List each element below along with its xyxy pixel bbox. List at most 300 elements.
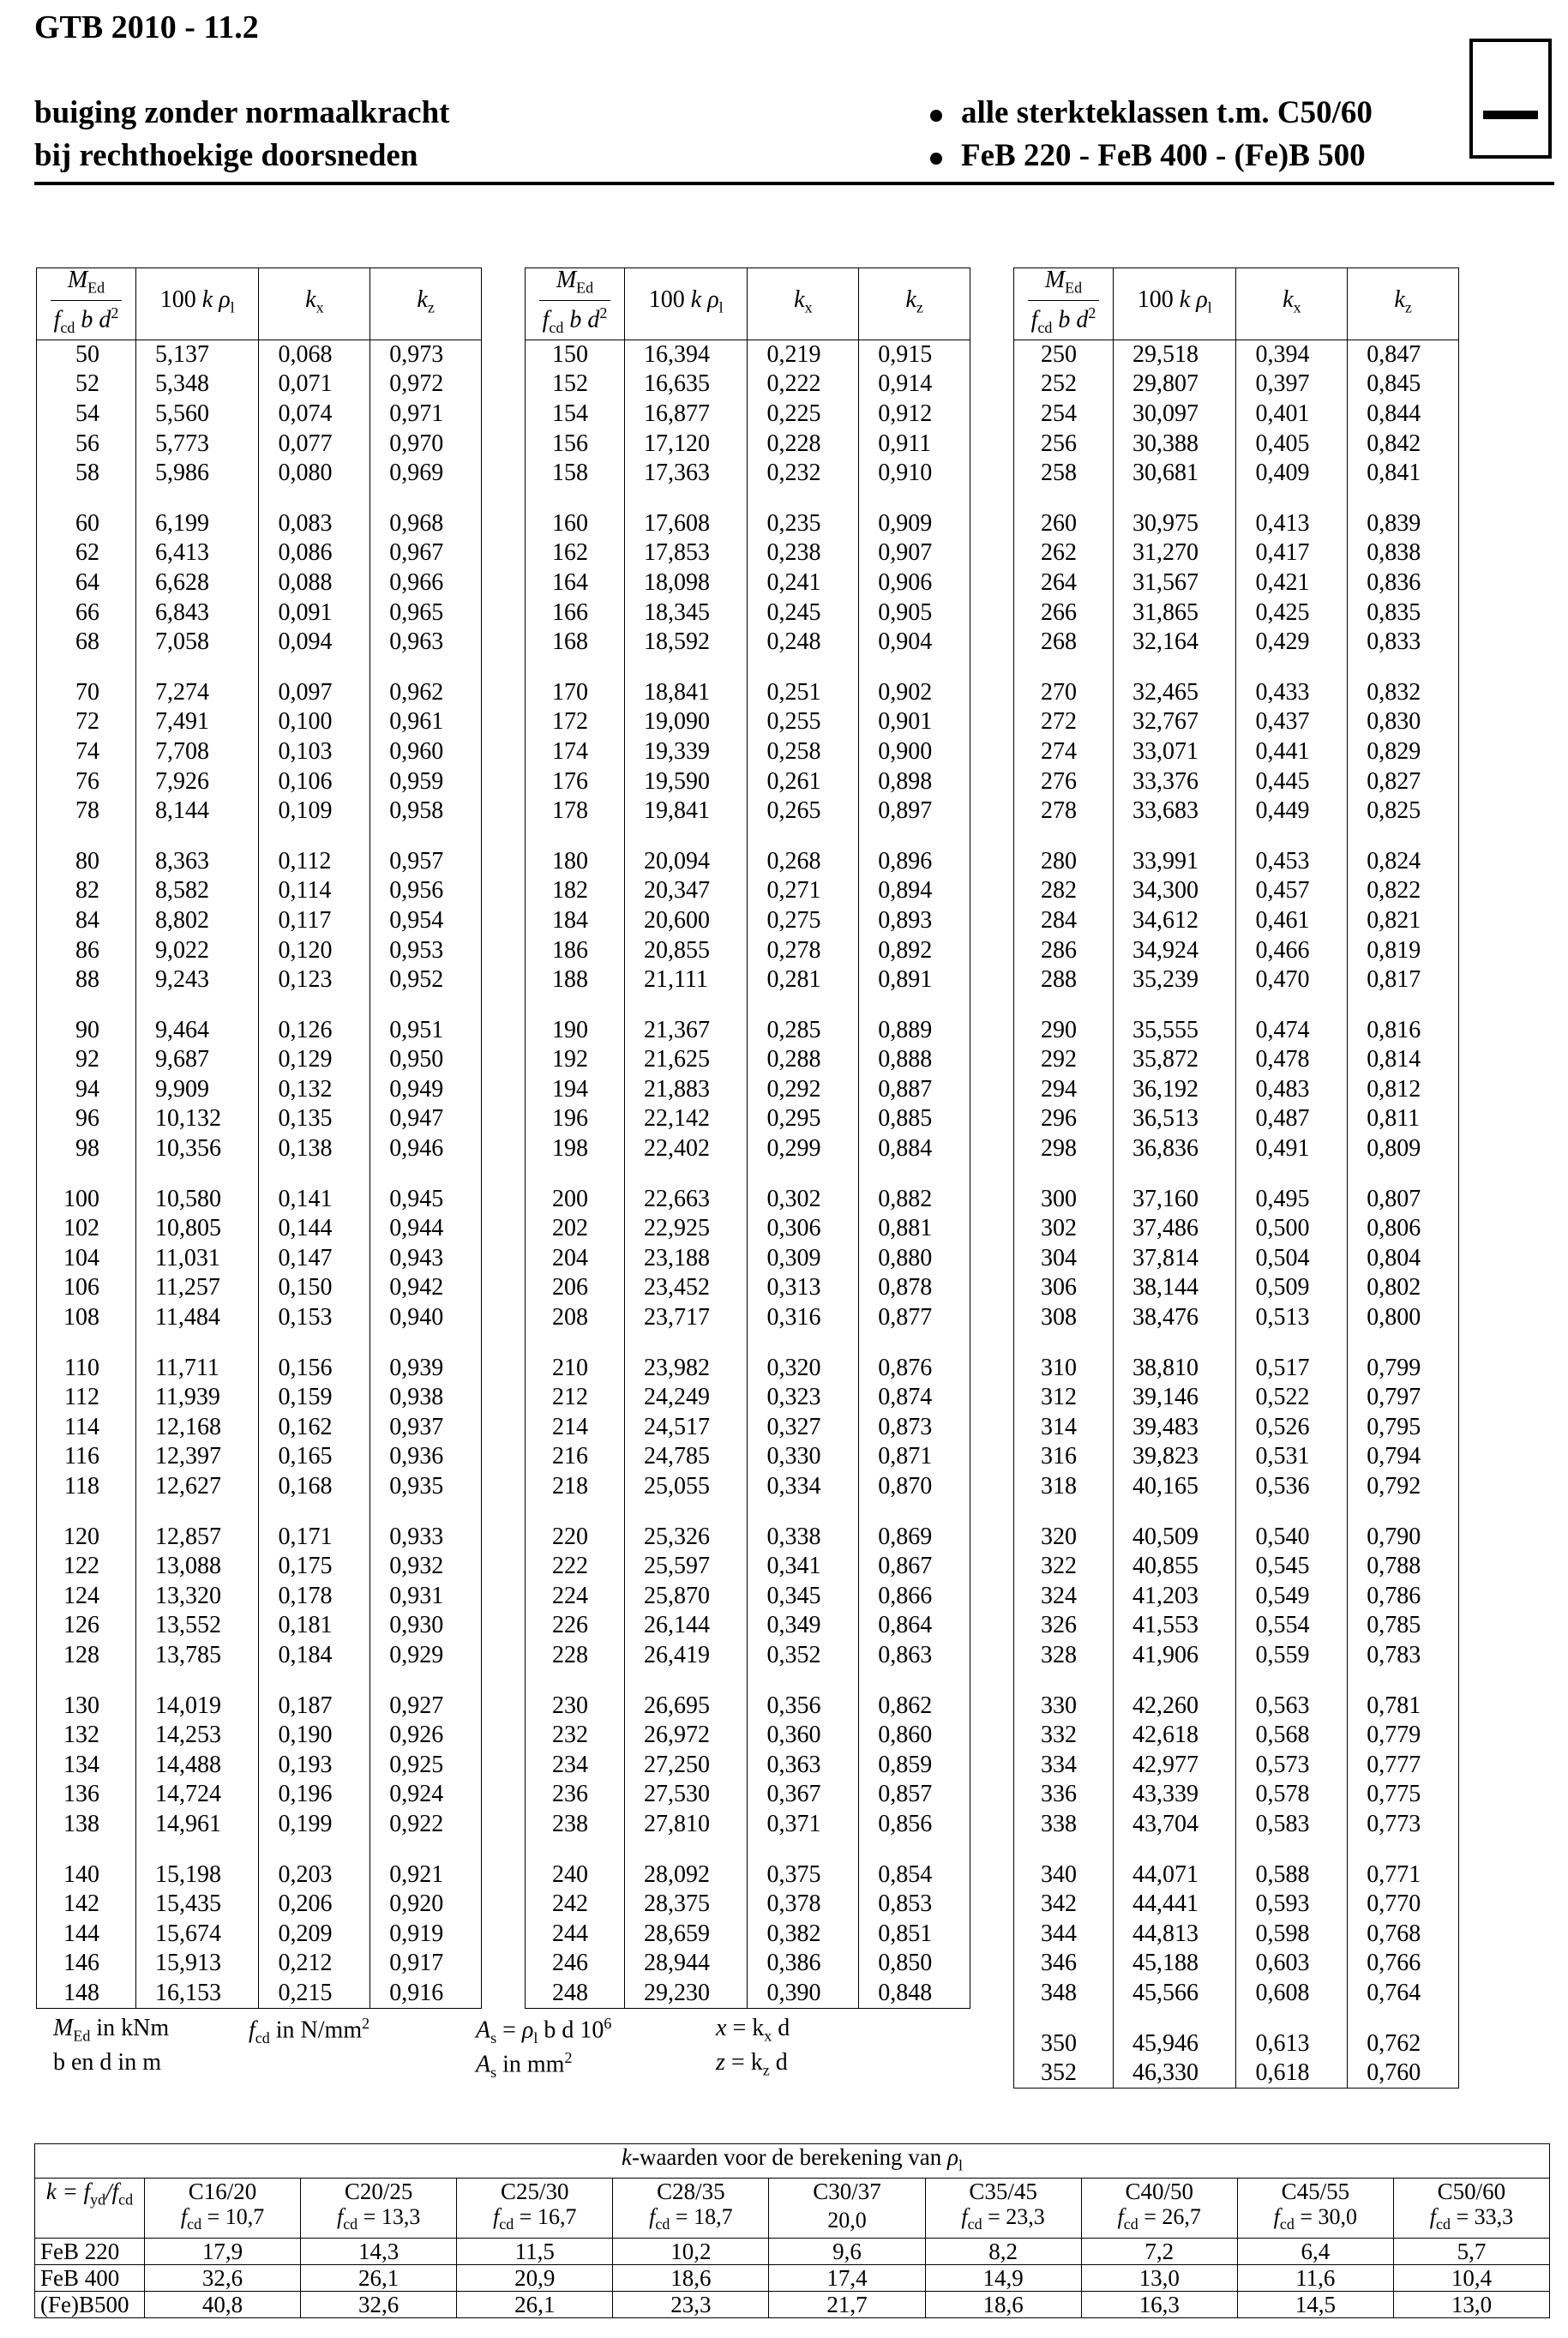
- med-value: 324: [1014, 1581, 1114, 1611]
- kz-value: 0,853: [878, 1890, 933, 1918]
- med-value: 264: [1014, 568, 1114, 598]
- kx-value: 0,568: [1236, 1721, 1348, 1751]
- kz-value: 0,788: [1367, 1553, 1421, 1580]
- table-row: [1014, 906, 1459, 936]
- med-value: 326: [1014, 1611, 1114, 1641]
- kz-value: 0,969: [389, 460, 444, 487]
- table-row: [1014, 965, 1459, 995]
- k-value: 17,4: [769, 2264, 925, 2291]
- kz-value: 0,825: [1367, 797, 1421, 825]
- rho-value: 18,841: [624, 677, 748, 707]
- rho-value: 21,625: [624, 1045, 748, 1075]
- kz-value: 0,871: [878, 1443, 933, 1470]
- kz-value: 0,830: [1367, 708, 1421, 736]
- kx-value: 0,363: [748, 1750, 859, 1780]
- table-row: [526, 1184, 970, 1214]
- table-row: [526, 1214, 970, 1244]
- table-row: [526, 370, 970, 400]
- kx-value: 0,433: [1236, 677, 1348, 707]
- med-value: 284: [1014, 906, 1114, 936]
- kx-value: 0,184: [259, 1641, 370, 1671]
- kx-value: 0,449: [1236, 796, 1348, 826]
- med-value: 104: [37, 1244, 136, 1274]
- rho-value: 7,491: [135, 707, 259, 737]
- med-value: 50: [37, 340, 136, 370]
- kx-value: 0,281: [748, 965, 859, 995]
- rho-value: 35,872: [1113, 1045, 1236, 1075]
- col-header-kx: $k_x$: [1236, 268, 1348, 340]
- kx-value: 0,598: [1236, 1919, 1348, 1949]
- kx-value: 0,129: [259, 1045, 370, 1075]
- rho-value: 14,253: [135, 1721, 259, 1751]
- table-row: [37, 1581, 482, 1611]
- kz-value: 0,954: [389, 906, 444, 934]
- rho-value: 24,785: [624, 1442, 748, 1472]
- kx-value: 0,083: [259, 508, 370, 538]
- table-row: [37, 429, 482, 459]
- kz-value: 0,768: [1367, 1920, 1421, 1947]
- kx-value: 0,390: [748, 1979, 859, 2009]
- kz-value: 0,920: [389, 1890, 444, 1918]
- kx-value: 0,278: [748, 935, 859, 965]
- med-value: 350: [1014, 2028, 1114, 2059]
- med-value: 320: [1014, 1522, 1114, 1552]
- table-row: [1014, 677, 1459, 707]
- table-row: [37, 1750, 482, 1780]
- k-definition: $k = f_{yd}/f_{cd}$: [35, 2179, 145, 2238]
- kx-value: 0,583: [1236, 1810, 1348, 1840]
- table-row: [37, 1721, 482, 1751]
- rho-value: 6,199: [135, 508, 259, 538]
- rho-value: 20,855: [624, 935, 748, 965]
- kx-value: 0,088: [259, 568, 370, 598]
- table-row: [37, 1134, 482, 1164]
- rho-value: 20,600: [624, 906, 748, 936]
- rho-value: 43,339: [1113, 1780, 1236, 1810]
- concrete-class: C35/45: [925, 2179, 1081, 2205]
- rho-value: 11,484: [135, 1303, 259, 1333]
- kx-value: 0,245: [748, 598, 859, 628]
- rho-value: 34,300: [1113, 876, 1236, 906]
- table-row: [526, 876, 970, 906]
- col-header-rho: 100 k $\rho_l$: [135, 268, 259, 340]
- col-header-rho: 100 k $\rho_l$: [1113, 268, 1236, 340]
- kz-value: 0,960: [389, 737, 444, 765]
- kx-value: 0,235: [748, 508, 859, 538]
- rho-value: 16,877: [624, 400, 748, 430]
- med-value: 268: [1014, 628, 1114, 658]
- kx-value: 0,150: [259, 1273, 370, 1303]
- med-value: 120: [37, 1522, 136, 1552]
- rho-value: 12,627: [135, 1472, 259, 1502]
- kx-value: 0,491: [1236, 1134, 1348, 1164]
- med-value: 196: [526, 1104, 625, 1134]
- table-row: [37, 935, 482, 965]
- fcd-value: $f_{cd} = 10,7$: [145, 2204, 301, 2238]
- kx-value: 0,159: [259, 1383, 370, 1413]
- table-row: [1014, 1581, 1459, 1611]
- rho-value: 26,419: [624, 1641, 748, 1671]
- rho-value: 36,836: [1113, 1134, 1236, 1164]
- table-row: [526, 906, 970, 936]
- rho-value: 21,367: [624, 1015, 748, 1045]
- kx-value: 0,295: [748, 1104, 859, 1134]
- table-row: [1014, 1015, 1459, 1045]
- kz-value: 0,866: [878, 1582, 933, 1609]
- med-value: 278: [1014, 796, 1114, 826]
- concrete-class: C25/30: [457, 2179, 613, 2205]
- med-value: 146: [37, 1949, 136, 1979]
- table-row: [526, 796, 970, 826]
- table-row: [1014, 568, 1459, 598]
- kx-value: 0,316: [748, 1303, 859, 1333]
- rho-value: 40,855: [1113, 1552, 1236, 1582]
- kz-value: 0,968: [389, 509, 444, 537]
- table-row: [526, 459, 970, 489]
- table-row: [526, 568, 970, 598]
- med-value: 176: [526, 766, 625, 796]
- kz-value: 0,790: [1367, 1523, 1421, 1550]
- med-value: 222: [526, 1552, 625, 1582]
- med-value: 292: [1014, 1045, 1114, 1075]
- kx-value: 0,334: [748, 1472, 859, 1502]
- kx-value: 0,123: [259, 965, 370, 995]
- table-row: [526, 1075, 970, 1105]
- col-header-med: $\frac{M_{Ed}}{f_{cd} b d^2}$: [526, 268, 625, 340]
- med-value: 208: [526, 1303, 625, 1333]
- rho-value: 8,582: [135, 876, 259, 906]
- rho-value: 13,552: [135, 1611, 259, 1641]
- kx-value: 0,196: [259, 1780, 370, 1810]
- med-value: 144: [37, 1919, 136, 1949]
- table-row: [526, 1780, 970, 1810]
- table-row: [37, 1075, 482, 1105]
- med-value: 226: [526, 1611, 625, 1641]
- rho-value: 25,326: [624, 1522, 748, 1552]
- rho-value: 30,975: [1113, 508, 1236, 538]
- fcd-value: $f_{cd} = 16,7$: [457, 2204, 613, 2238]
- kz-value: 0,966: [389, 568, 444, 596]
- bullet-steel-types: [930, 137, 1366, 174]
- heading-line-1: buiging zonder normaalkracht: [34, 95, 450, 130]
- med-value: 334: [1014, 1750, 1114, 1780]
- table-row: [526, 1413, 970, 1443]
- rho-value: 22,402: [624, 1134, 748, 1164]
- kz-value: 0,950: [389, 1046, 444, 1073]
- table-row: [1014, 707, 1459, 737]
- legend-bd: b en d in m: [53, 2049, 161, 2076]
- rho-value: 12,397: [135, 1442, 259, 1472]
- kz-value: 0,940: [389, 1304, 444, 1331]
- table-row: [526, 1522, 970, 1552]
- rho-value: 39,483: [1113, 1413, 1236, 1443]
- table-row: [526, 737, 970, 767]
- med-value: 188: [526, 965, 625, 995]
- kx-value: 0,320: [748, 1353, 859, 1383]
- rho-value: 14,961: [135, 1810, 259, 1840]
- kx-value: 0,215: [259, 1979, 370, 2009]
- rho-value: 37,814: [1113, 1244, 1236, 1274]
- kx-value: 0,375: [748, 1860, 859, 1890]
- table-row: [1014, 1691, 1459, 1721]
- legend-med: $M_{Ed}$ in kNm: [53, 2015, 170, 2045]
- kx-value: 0,593: [1236, 1890, 1348, 1920]
- kx-value: 0,178: [259, 1581, 370, 1611]
- med-value: 160: [526, 508, 625, 538]
- med-value: 64: [37, 568, 136, 598]
- kz-value: 0,939: [389, 1354, 444, 1381]
- med-value: 100: [37, 1184, 136, 1214]
- table-row: [37, 876, 482, 906]
- rho-value: 21,111: [624, 965, 748, 995]
- kx-value: 0,405: [1236, 429, 1348, 459]
- med-value: 110: [37, 1353, 136, 1383]
- table-row: [526, 1611, 970, 1641]
- table-row: [1014, 628, 1459, 658]
- kz-value: 0,794: [1367, 1443, 1421, 1470]
- table-row: [1014, 1780, 1459, 1810]
- kx-value: 0,144: [259, 1214, 370, 1244]
- med-value: 314: [1014, 1413, 1114, 1443]
- med-value: 288: [1014, 965, 1114, 995]
- kz-value: 0,802: [1367, 1274, 1421, 1301]
- med-value: 94: [37, 1075, 136, 1105]
- kx-value: 0,352: [748, 1641, 859, 1671]
- kx-value: 0,114: [259, 876, 370, 906]
- rho-value: 24,249: [624, 1383, 748, 1413]
- table-row: [1014, 598, 1459, 628]
- kz-value: 0,894: [878, 877, 933, 905]
- kz-value: 0,911: [878, 430, 932, 457]
- kz-value: 0,822: [1367, 877, 1421, 905]
- table-row: [37, 598, 482, 628]
- med-value: 172: [526, 707, 625, 737]
- kz-value: 0,951: [389, 1016, 444, 1043]
- table-row: [1014, 1611, 1459, 1641]
- table-row: [526, 677, 970, 707]
- rho-value: 5,348: [135, 370, 259, 400]
- med-value: 318: [1014, 1472, 1114, 1502]
- kz-value: 0,873: [878, 1413, 933, 1440]
- kx-value: 0,559: [1236, 1641, 1348, 1671]
- table-row: [1014, 1413, 1459, 1443]
- table-row: [1014, 846, 1459, 876]
- kz-value: 0,944: [389, 1215, 444, 1242]
- rho-value: 44,813: [1113, 1919, 1236, 1949]
- rho-value: 31,865: [1113, 598, 1236, 628]
- kz-value: 0,851: [878, 1920, 933, 1947]
- kx-value: 0,509: [1236, 1273, 1348, 1303]
- rho-value: 19,339: [624, 737, 748, 767]
- med-value: 140: [37, 1860, 136, 1890]
- med-value: 306: [1014, 1273, 1114, 1303]
- kx-value: 0,425: [1236, 598, 1348, 628]
- kz-value: 0,781: [1367, 1692, 1421, 1719]
- table-row: [1014, 1721, 1459, 1751]
- med-value: 182: [526, 876, 625, 906]
- med-value: 352: [1014, 2059, 1114, 2089]
- kx-value: 0,193: [259, 1750, 370, 1780]
- table-row: [526, 707, 970, 737]
- rho-value: 17,608: [624, 508, 748, 538]
- kz-value: 0,942: [389, 1274, 444, 1301]
- table-row: [1014, 1890, 1459, 1920]
- table-row: [1014, 935, 1459, 965]
- table-row: [37, 1949, 482, 1979]
- kz-value: 0,785: [1367, 1612, 1421, 1639]
- med-value: 84: [37, 906, 136, 936]
- kz-value: 0,817: [1367, 966, 1421, 994]
- table-row: [1014, 1810, 1459, 1840]
- med-value: 276: [1014, 766, 1114, 796]
- med-value: 338: [1014, 1810, 1114, 1840]
- rho-value: 11,257: [135, 1273, 259, 1303]
- rho-value: 14,488: [135, 1750, 259, 1780]
- kx-value: 0,371: [748, 1810, 859, 1840]
- kz-value: 0,905: [878, 598, 933, 626]
- kz-value: 0,885: [878, 1105, 933, 1133]
- rho-value: 12,857: [135, 1522, 259, 1552]
- kx-value: 0,356: [748, 1691, 859, 1721]
- rho-value: 15,913: [135, 1949, 259, 1979]
- kz-value: 0,952: [389, 966, 444, 994]
- document-title: GTB 2010 - 11.2: [34, 9, 259, 45]
- kx-value: 0,175: [259, 1552, 370, 1582]
- table-row: [37, 628, 482, 658]
- med-value: 262: [1014, 538, 1114, 568]
- kz-value: 0,947: [389, 1105, 444, 1133]
- kz-value: 0,965: [389, 598, 444, 626]
- steel-name: FeB 400: [35, 2264, 145, 2291]
- table-row: [37, 1015, 482, 1045]
- table-row: [526, 1353, 970, 1383]
- kx-value: 0,181: [259, 1611, 370, 1641]
- kz-value: 0,931: [389, 1582, 444, 1609]
- table-row: [526, 1581, 970, 1611]
- col-header-kz: $k_z$: [1348, 268, 1459, 340]
- rho-value: 45,188: [1113, 1949, 1236, 1979]
- table-row: [1014, 538, 1459, 568]
- kx-value: 0,074: [259, 400, 370, 430]
- kz-value: 0,957: [389, 847, 444, 874]
- col-header-kz: $k_z$: [370, 268, 482, 340]
- med-value: 190: [526, 1015, 625, 1045]
- k-value: 14,9: [925, 2264, 1081, 2291]
- rho-value: 10,356: [135, 1134, 259, 1164]
- med-value: 322: [1014, 1552, 1114, 1582]
- table-row: [37, 1353, 482, 1383]
- rho-value: 37,160: [1113, 1184, 1236, 1214]
- table-row: [37, 766, 482, 796]
- table-row: [37, 1184, 482, 1214]
- kz-value: 0,764: [1367, 1979, 1421, 2006]
- k-value: 18,6: [613, 2264, 769, 2291]
- table-row: [1014, 1472, 1459, 1502]
- rho-value: 43,704: [1113, 1810, 1236, 1840]
- kz-value: 0,864: [878, 1612, 933, 1639]
- table-row: [1014, 370, 1459, 400]
- table-row: [1014, 737, 1459, 767]
- legend-z-formula: $z = k_z$ d: [716, 2049, 788, 2079]
- table-row: [526, 1383, 970, 1413]
- k-table-1: [36, 267, 482, 2009]
- kx-value: 0,068: [259, 340, 370, 370]
- kz-value: 0,870: [878, 1473, 933, 1500]
- kz-value: 0,827: [1367, 767, 1421, 795]
- rho-value: 22,663: [624, 1184, 748, 1214]
- kz-value: 0,953: [389, 936, 444, 964]
- rho-value: 12,168: [135, 1413, 259, 1443]
- kx-value: 0,248: [748, 628, 859, 658]
- table-row: [526, 429, 970, 459]
- kz-value: 0,972: [389, 370, 444, 398]
- table-row: [526, 538, 970, 568]
- kz-value: 0,921: [389, 1860, 444, 1888]
- med-value: 242: [526, 1890, 625, 1920]
- med-value: 134: [37, 1750, 136, 1780]
- kx-value: 0,080: [259, 459, 370, 489]
- med-value: 344: [1014, 1919, 1114, 1949]
- kx-value: 0,401: [1236, 400, 1348, 430]
- med-value: 56: [37, 429, 136, 459]
- kx-value: 0,349: [748, 1611, 859, 1641]
- kz-value: 0,770: [1367, 1890, 1421, 1918]
- rho-value: 9,243: [135, 965, 259, 995]
- table-row: [526, 1045, 970, 1075]
- kx-value: 0,397: [1236, 370, 1348, 400]
- k-value: 23,3: [613, 2291, 769, 2317]
- rho-value: 14,724: [135, 1780, 259, 1810]
- kz-value: 0,762: [1367, 2029, 1421, 2057]
- k-value: 8,2: [925, 2238, 1081, 2264]
- table-row: [1014, 1244, 1459, 1274]
- kx-value: 0,409: [1236, 459, 1348, 489]
- rho-value: 31,270: [1113, 538, 1236, 568]
- concrete-class: C28/35: [613, 2179, 769, 2205]
- table-row: [526, 965, 970, 995]
- k-table-title: k-waarden voor de berekening van $\rho_l$: [35, 2144, 1550, 2179]
- rho-value: 45,566: [1113, 1979, 1236, 2009]
- med-value: 142: [37, 1890, 136, 1920]
- rho-value: 22,142: [624, 1104, 748, 1134]
- kz-value: 0,935: [389, 1473, 444, 1500]
- rho-value: 17,853: [624, 538, 748, 568]
- kx-value: 0,292: [748, 1075, 859, 1105]
- table-row: [526, 1949, 970, 1979]
- kz-value: 0,892: [878, 936, 933, 964]
- table-row: [526, 598, 970, 628]
- kz-value: 0,936: [389, 1443, 444, 1470]
- kx-value: 0,545: [1236, 1552, 1348, 1582]
- med-value: 348: [1014, 1979, 1114, 2009]
- kz-value: 0,882: [878, 1185, 933, 1212]
- k-value: 6,4: [1237, 2238, 1393, 2264]
- kx-value: 0,097: [259, 677, 370, 707]
- rho-value: 10,805: [135, 1214, 259, 1244]
- kx-value: 0,171: [259, 1522, 370, 1552]
- med-value: 194: [526, 1075, 625, 1105]
- med-value: 274: [1014, 737, 1114, 767]
- concrete-class: C30/37: [769, 2179, 925, 2205]
- kx-value: 0,071: [259, 370, 370, 400]
- med-value: 266: [1014, 598, 1114, 628]
- kx-value: 0,094: [259, 628, 370, 658]
- rho-value: 16,153: [135, 1979, 259, 2009]
- kz-value: 0,932: [389, 1553, 444, 1580]
- med-value: 136: [37, 1780, 136, 1810]
- steel-row: [35, 2264, 1550, 2291]
- bullet-text: alle sterkteklassen t.m. C50/60: [961, 95, 1373, 130]
